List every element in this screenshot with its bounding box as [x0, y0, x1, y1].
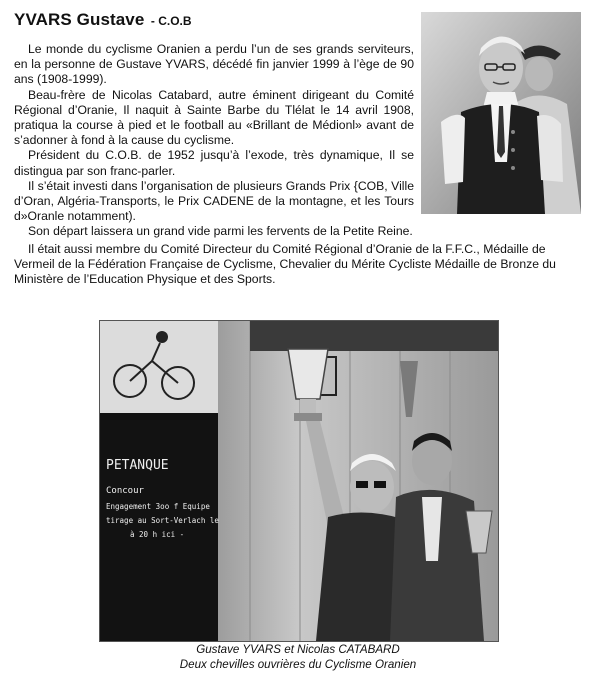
board-heading: PETANQUE	[106, 458, 169, 473]
portrait-photo	[421, 12, 581, 214]
person-name: YVARS Gustave	[14, 10, 145, 29]
paragraph: Président du C.O.B. de 1952 jusqu’à l’exode, très dynamique, Il se distingua par son franc-parler.	[14, 148, 414, 178]
paragraph: Son départ laissera un grand vide parmi les fervents de la Petite Reine.	[28, 224, 413, 239]
paragraph: Il s’était investi dans l’organisation de plusieurs Grands Prix {COB, Ville d’Oran, Algéria-Transports, le Prix CADENE de la montagne, et les Tours d»Oranle notamment).	[14, 178, 414, 224]
caption-line: Gustave YVARS et Nicolas CATABARD	[196, 643, 400, 656]
article-body-top	[14, 42, 414, 240]
caption-line: Deux chevilles ouvrières du Cyclisme Oranien	[179, 658, 417, 671]
photo-caption	[99, 642, 497, 672]
paragraph: Beau-frère de Nicolas Catabard, autre éminent dirigeant du Comité Régional d’Oranie, Il naquit à Sainte Barbe du Tlélat le 14 avril 1908, pratiqua la course à pied et le football au «Brillant de Médionl» avant de s’adonner à fond à la cause du cyclisme.	[14, 87, 414, 148]
club-label: - C.O.B	[150, 14, 192, 28]
portrait-illustration	[421, 12, 581, 214]
board-line: à 20 h ici -	[130, 530, 185, 539]
paragraph: Le monde du cyclisme Oranien a perdu l’un de ses grands serviteurs, en la personne de Gustave YVARS, décédé fin janvier 1999 à l’ège de 90 ans (1908-1999).	[14, 42, 414, 87]
board-line: Concour	[106, 486, 144, 496]
paragraph: Il était aussi membre du Comité Directeur du Comité Régional d’Oranie de la F.F.C., Médaille de Vermeil de la Fédération Française de Cyclisme, Chevalier du Mérite Cycliste Médaille de Bronze du Ministère de l’Education Physique et des Sports.	[14, 242, 556, 287]
board-line: Engagement 3oo f Equipe	[106, 502, 210, 511]
board-line: tirage au Sort-Verlach le	[106, 516, 219, 525]
trophy-illustration	[100, 321, 498, 641]
trophy-photo	[99, 320, 499, 642]
article-body-wide	[14, 242, 574, 288]
article-title	[14, 10, 192, 30]
